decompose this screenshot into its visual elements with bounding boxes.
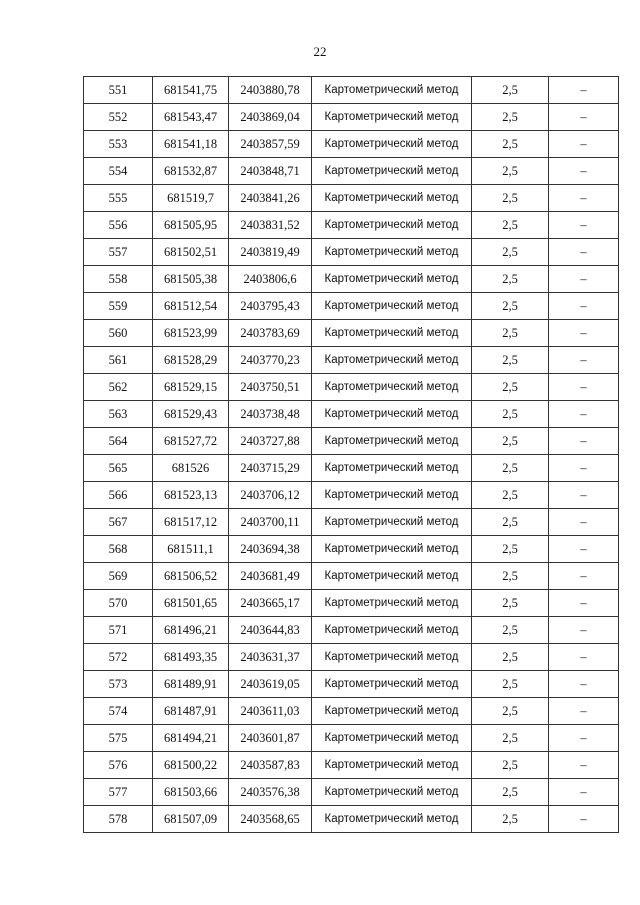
coordinates-table-body	[84, 77, 619, 833]
y-coordinate-cell: 2403848,71	[229, 158, 312, 185]
x-coordinate-cell: 681519,7	[153, 185, 229, 212]
table-row	[84, 806, 619, 833]
point-number-cell: 558	[84, 266, 153, 293]
table-row	[84, 455, 619, 482]
y-coordinate-cell: 2403831,52	[229, 212, 312, 239]
note-cell: –	[549, 617, 619, 644]
accuracy-cell: 2,5	[472, 77, 549, 104]
accuracy-cell: 2,5	[472, 779, 549, 806]
accuracy-cell: 2,5	[472, 320, 549, 347]
table-row	[84, 212, 619, 239]
method-cell: Картометрический метод	[312, 563, 472, 590]
note-cell: –	[549, 671, 619, 698]
table-row	[84, 536, 619, 563]
point-number-cell: 561	[84, 347, 153, 374]
note-cell: –	[549, 266, 619, 293]
x-coordinate-cell: 681500,22	[153, 752, 229, 779]
accuracy-cell: 2,5	[472, 563, 549, 590]
x-coordinate-cell: 681523,99	[153, 320, 229, 347]
accuracy-cell: 2,5	[472, 401, 549, 428]
table-row	[84, 401, 619, 428]
method-cell: Картометрический метод	[312, 455, 472, 482]
note-cell: –	[549, 185, 619, 212]
point-number-cell: 574	[84, 698, 153, 725]
table-row	[84, 617, 619, 644]
x-coordinate-cell: 681505,95	[153, 212, 229, 239]
method-cell: Картометрический метод	[312, 590, 472, 617]
accuracy-cell: 2,5	[472, 509, 549, 536]
point-number-cell: 555	[84, 185, 153, 212]
x-coordinate-cell: 681505,38	[153, 266, 229, 293]
accuracy-cell: 2,5	[472, 347, 549, 374]
y-coordinate-cell: 2403857,59	[229, 131, 312, 158]
accuracy-cell: 2,5	[472, 725, 549, 752]
x-coordinate-cell: 681507,09	[153, 806, 229, 833]
x-coordinate-cell: 681501,65	[153, 590, 229, 617]
accuracy-cell: 2,5	[472, 671, 549, 698]
point-number-cell: 569	[84, 563, 153, 590]
x-coordinate-cell: 681527,72	[153, 428, 229, 455]
accuracy-cell: 2,5	[472, 536, 549, 563]
table-row	[84, 320, 619, 347]
note-cell: –	[549, 401, 619, 428]
method-cell: Картометрический метод	[312, 266, 472, 293]
point-number-cell: 568	[84, 536, 153, 563]
y-coordinate-cell: 2403700,11	[229, 509, 312, 536]
table-row	[84, 131, 619, 158]
table-row	[84, 347, 619, 374]
y-coordinate-cell: 2403819,49	[229, 239, 312, 266]
accuracy-cell: 2,5	[472, 293, 549, 320]
note-cell: –	[549, 347, 619, 374]
note-cell: –	[549, 104, 619, 131]
table-row	[84, 563, 619, 590]
point-number-cell: 577	[84, 779, 153, 806]
method-cell: Картометрический метод	[312, 536, 472, 563]
accuracy-cell: 2,5	[472, 482, 549, 509]
accuracy-cell: 2,5	[472, 455, 549, 482]
note-cell: –	[549, 428, 619, 455]
note-cell: –	[549, 779, 619, 806]
point-number-cell: 552	[84, 104, 153, 131]
method-cell: Картометрический метод	[312, 698, 472, 725]
point-number-cell: 575	[84, 725, 153, 752]
point-number-cell: 557	[84, 239, 153, 266]
point-number-cell: 562	[84, 374, 153, 401]
x-coordinate-cell: 681528,29	[153, 347, 229, 374]
note-cell: –	[549, 320, 619, 347]
point-number-cell: 554	[84, 158, 153, 185]
note-cell: –	[549, 509, 619, 536]
point-number-cell: 570	[84, 590, 153, 617]
coordinates-table	[83, 76, 619, 833]
point-number-cell: 560	[84, 320, 153, 347]
method-cell: Картометрический метод	[312, 185, 472, 212]
table-row	[84, 779, 619, 806]
table-row	[84, 752, 619, 779]
x-coordinate-cell: 681541,18	[153, 131, 229, 158]
point-number-cell: 564	[84, 428, 153, 455]
accuracy-cell: 2,5	[472, 590, 549, 617]
method-cell: Картометрический метод	[312, 374, 472, 401]
note-cell: –	[549, 77, 619, 104]
table-row	[84, 239, 619, 266]
method-cell: Картометрический метод	[312, 806, 472, 833]
point-number-cell: 572	[84, 644, 153, 671]
x-coordinate-cell: 681494,21	[153, 725, 229, 752]
y-coordinate-cell: 2403611,03	[229, 698, 312, 725]
method-cell: Картометрический метод	[312, 644, 472, 671]
x-coordinate-cell: 681502,51	[153, 239, 229, 266]
accuracy-cell: 2,5	[472, 617, 549, 644]
y-coordinate-cell: 2403681,49	[229, 563, 312, 590]
table-row	[84, 428, 619, 455]
accuracy-cell: 2,5	[472, 266, 549, 293]
point-number-cell: 576	[84, 752, 153, 779]
table-row	[84, 644, 619, 671]
point-number-cell: 566	[84, 482, 153, 509]
table-row	[84, 725, 619, 752]
accuracy-cell: 2,5	[472, 104, 549, 131]
method-cell: Картометрический метод	[312, 239, 472, 266]
x-coordinate-cell: 681532,87	[153, 158, 229, 185]
y-coordinate-cell: 2403770,23	[229, 347, 312, 374]
y-coordinate-cell: 2403568,65	[229, 806, 312, 833]
point-number-cell: 565	[84, 455, 153, 482]
method-cell: Картометрический метод	[312, 428, 472, 455]
accuracy-cell: 2,5	[472, 374, 549, 401]
accuracy-cell: 2,5	[472, 239, 549, 266]
note-cell: –	[549, 590, 619, 617]
note-cell: –	[549, 293, 619, 320]
table-row	[84, 158, 619, 185]
note-cell: –	[549, 482, 619, 509]
point-number-cell: 553	[84, 131, 153, 158]
method-cell: Картометрический метод	[312, 77, 472, 104]
method-cell: Картометрический метод	[312, 158, 472, 185]
y-coordinate-cell: 2403631,37	[229, 644, 312, 671]
note-cell: –	[549, 752, 619, 779]
method-cell: Картометрический метод	[312, 401, 472, 428]
method-cell: Картометрический метод	[312, 347, 472, 374]
note-cell: –	[549, 212, 619, 239]
y-coordinate-cell: 2403694,38	[229, 536, 312, 563]
method-cell: Картометрический метод	[312, 482, 472, 509]
y-coordinate-cell: 2403587,83	[229, 752, 312, 779]
y-coordinate-cell: 2403783,69	[229, 320, 312, 347]
y-coordinate-cell: 2403750,51	[229, 374, 312, 401]
y-coordinate-cell: 2403738,48	[229, 401, 312, 428]
table-row	[84, 266, 619, 293]
y-coordinate-cell: 2403706,12	[229, 482, 312, 509]
method-cell: Картометрический метод	[312, 293, 472, 320]
note-cell: –	[549, 536, 619, 563]
method-cell: Картометрический метод	[312, 617, 472, 644]
accuracy-cell: 2,5	[472, 185, 549, 212]
point-number-cell: 563	[84, 401, 153, 428]
table-row	[84, 185, 619, 212]
page-number: 22	[313, 44, 327, 59]
note-cell: –	[549, 158, 619, 185]
table-row	[84, 482, 619, 509]
method-cell: Картометрический метод	[312, 104, 472, 131]
table-row	[84, 77, 619, 104]
method-cell: Картометрический метод	[312, 320, 472, 347]
x-coordinate-cell: 681512,54	[153, 293, 229, 320]
x-coordinate-cell: 681487,91	[153, 698, 229, 725]
x-coordinate-cell: 681489,91	[153, 671, 229, 698]
method-cell: Картометрический метод	[312, 779, 472, 806]
note-cell: –	[549, 239, 619, 266]
method-cell: Картометрический метод	[312, 752, 472, 779]
y-coordinate-cell: 2403869,04	[229, 104, 312, 131]
method-cell: Картометрический метод	[312, 212, 472, 239]
y-coordinate-cell: 2403715,29	[229, 455, 312, 482]
point-number-cell: 551	[84, 77, 153, 104]
note-cell: –	[549, 131, 619, 158]
accuracy-cell: 2,5	[472, 698, 549, 725]
y-coordinate-cell: 2403841,26	[229, 185, 312, 212]
method-cell: Картометрический метод	[312, 671, 472, 698]
table-row	[84, 671, 619, 698]
y-coordinate-cell: 2403619,05	[229, 671, 312, 698]
point-number-cell: 567	[84, 509, 153, 536]
x-coordinate-cell: 681503,66	[153, 779, 229, 806]
point-number-cell: 556	[84, 212, 153, 239]
y-coordinate-cell: 2403665,17	[229, 590, 312, 617]
accuracy-cell: 2,5	[472, 752, 549, 779]
x-coordinate-cell: 681511,1	[153, 536, 229, 563]
point-number-cell: 571	[84, 617, 153, 644]
x-coordinate-cell: 681541,75	[153, 77, 229, 104]
x-coordinate-cell: 681529,43	[153, 401, 229, 428]
y-coordinate-cell: 2403601,87	[229, 725, 312, 752]
note-cell: –	[549, 698, 619, 725]
table-row	[84, 698, 619, 725]
y-coordinate-cell: 2403795,43	[229, 293, 312, 320]
y-coordinate-cell: 2403880,78	[229, 77, 312, 104]
point-number-cell: 578	[84, 806, 153, 833]
y-coordinate-cell: 2403644,83	[229, 617, 312, 644]
note-cell: –	[549, 644, 619, 671]
table-row	[84, 104, 619, 131]
table-row	[84, 293, 619, 320]
x-coordinate-cell: 681529,15	[153, 374, 229, 401]
note-cell: –	[549, 725, 619, 752]
table-row	[84, 374, 619, 401]
note-cell: –	[549, 374, 619, 401]
accuracy-cell: 2,5	[472, 131, 549, 158]
y-coordinate-cell: 2403727,88	[229, 428, 312, 455]
method-cell: Картометрический метод	[312, 509, 472, 536]
x-coordinate-cell: 681496,21	[153, 617, 229, 644]
note-cell: –	[549, 455, 619, 482]
note-cell: –	[549, 563, 619, 590]
method-cell: Картометрический метод	[312, 725, 472, 752]
x-coordinate-cell: 681506,52	[153, 563, 229, 590]
accuracy-cell: 2,5	[472, 428, 549, 455]
x-coordinate-cell: 681543,47	[153, 104, 229, 131]
x-coordinate-cell: 681526	[153, 455, 229, 482]
table-row	[84, 590, 619, 617]
y-coordinate-cell: 2403576,38	[229, 779, 312, 806]
x-coordinate-cell: 681517,12	[153, 509, 229, 536]
accuracy-cell: 2,5	[472, 212, 549, 239]
accuracy-cell: 2,5	[472, 644, 549, 671]
accuracy-cell: 2,5	[472, 806, 549, 833]
accuracy-cell: 2,5	[472, 158, 549, 185]
x-coordinate-cell: 681493,35	[153, 644, 229, 671]
note-cell: –	[549, 806, 619, 833]
point-number-cell: 559	[84, 293, 153, 320]
y-coordinate-cell: 2403806,6	[229, 266, 312, 293]
table-row	[84, 509, 619, 536]
x-coordinate-cell: 681523,13	[153, 482, 229, 509]
point-number-cell: 573	[84, 671, 153, 698]
method-cell: Картометрический метод	[312, 131, 472, 158]
